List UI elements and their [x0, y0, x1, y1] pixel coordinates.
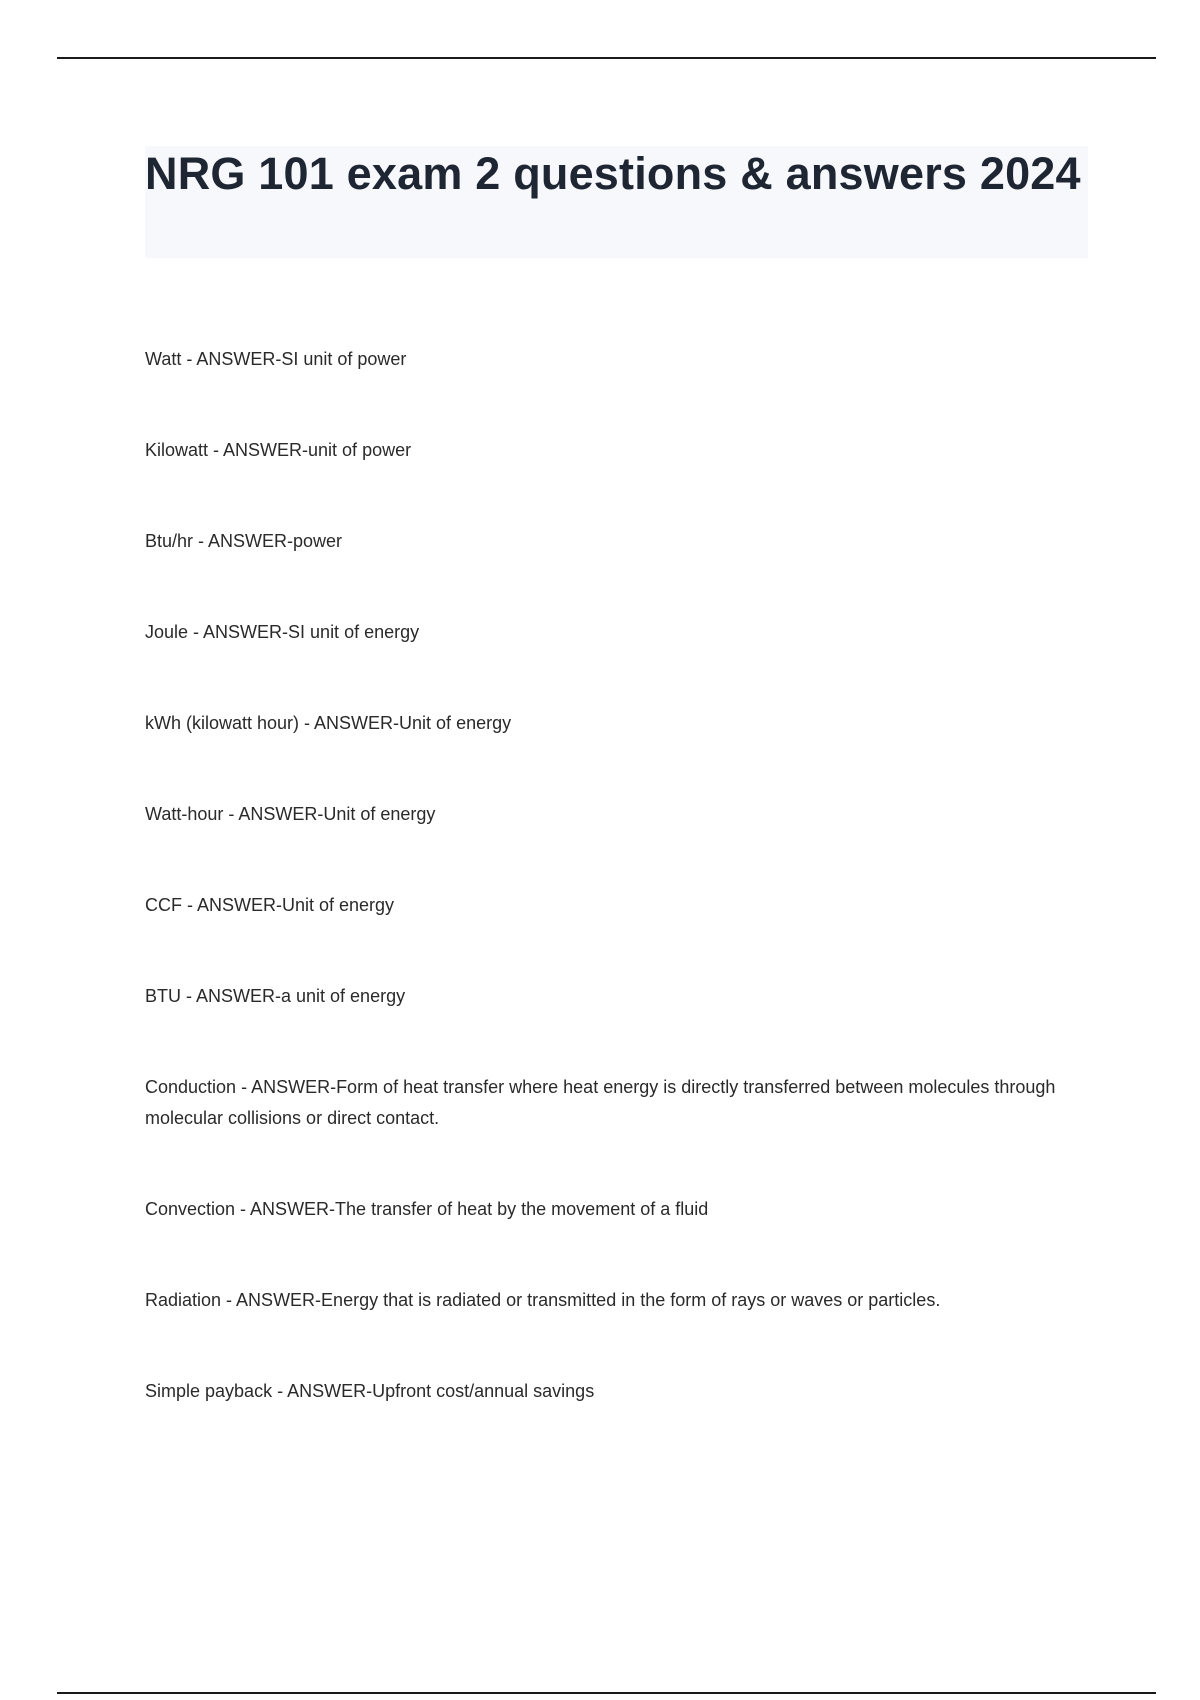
title-banner: [145, 146, 1088, 258]
qa-item: kWh (kilowatt hour) - ANSWER-Unit of energy: [145, 713, 512, 733]
qa-item: Radiation - ANSWER-Energy that is radiated or transmitted in the form of rays or waves or particles.: [145, 1290, 941, 1310]
page-title: NRG 101 exam 2 questions & answers 2024: [145, 148, 1081, 199]
qa-item: Convection - ANSWER-The transfer of heat by the movement of a fluid: [145, 1199, 709, 1219]
qa-item: Kilowatt - ANSWER-unit of power: [145, 440, 412, 460]
qa-item: Btu/hr - ANSWER-power: [145, 531, 343, 551]
qa-item: Watt - ANSWER-SI unit of power: [145, 349, 407, 369]
qa-item: Conduction - ANSWER-Form of heat transfer where heat energy is directly transferred between molecules through molecular collisions or direct contact.: [145, 1077, 1056, 1128]
header-rule: [57, 57, 1156, 59]
qa-item: CCF - ANSWER-Unit of energy: [145, 895, 395, 915]
qa-item: BTU - ANSWER-a unit of energy: [145, 986, 406, 1006]
qa-item: Joule - ANSWER-SI unit of energy: [145, 622, 420, 642]
qa-item: Watt-hour - ANSWER-Unit of energy: [145, 804, 436, 824]
qa-item: Simple payback - ANSWER-Upfront cost/annual savings: [145, 1381, 595, 1401]
footer-rule: [57, 1692, 1156, 1694]
qa-list: [145, 344, 1065, 1467]
